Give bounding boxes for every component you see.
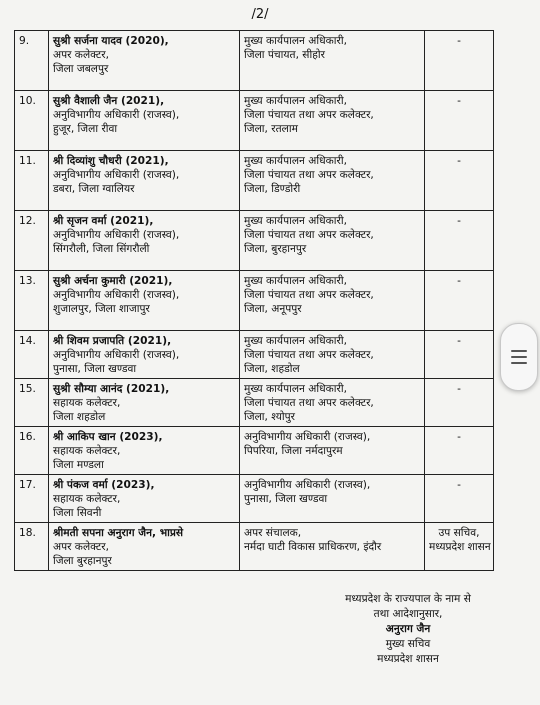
current-posting-line: हुजूर, जिला रीवा bbox=[53, 123, 118, 135]
new-posting-cell bbox=[240, 379, 425, 427]
current-posting-line: पुनासा, जिला खण्डवा bbox=[53, 363, 137, 375]
new-posting-line: जिला, रतलाम bbox=[244, 123, 298, 135]
new-posting-line: अनुविभागीय अधिकारी (राजस्व), bbox=[244, 431, 371, 443]
current-posting-line: सहायक कलेक्टर, bbox=[53, 397, 121, 409]
new-posting-cell bbox=[240, 151, 425, 211]
serial-number: 14. bbox=[15, 331, 49, 379]
new-posting-line: मुख्य कार्यपालन अधिकारी, bbox=[244, 95, 347, 107]
current-posting-line: सहायक कलेक्टर, bbox=[53, 445, 121, 457]
new-posting-cell bbox=[240, 271, 425, 331]
officer-cell bbox=[49, 151, 240, 211]
serial-number: 9. bbox=[15, 31, 49, 91]
remark-cell bbox=[425, 427, 494, 475]
page-number: /2/ bbox=[251, 7, 269, 22]
new-posting-line: जिला पंचायत तथा अपर कलेक्टर, bbox=[244, 109, 374, 121]
current-posting-line: जिला सिवनी bbox=[53, 507, 102, 519]
officer-name: सुश्री वैशाली जैन (2021), bbox=[53, 95, 165, 107]
signatory-name: अनुराग जैन bbox=[385, 623, 431, 635]
table-row bbox=[15, 271, 494, 331]
remark-line: - bbox=[457, 35, 461, 47]
serial-number: 18. bbox=[15, 523, 49, 571]
serial-number: 11. bbox=[15, 151, 49, 211]
signature-block bbox=[318, 592, 498, 667]
new-posting-line: मुख्य कार्यपालन अधिकारी, bbox=[244, 35, 347, 47]
new-posting-line: जिला, श्योपुर bbox=[244, 411, 296, 423]
remark-line: - bbox=[457, 431, 461, 443]
table-row bbox=[15, 91, 494, 151]
officer-cell bbox=[49, 523, 240, 571]
table-row bbox=[15, 211, 494, 271]
signatory-title: मुख्य सचिव bbox=[385, 638, 431, 650]
signatory-government: मध्यप्रदेश शासन bbox=[377, 653, 439, 665]
current-posting-line: जिला जबलपुर bbox=[53, 63, 109, 75]
new-posting-cell bbox=[240, 331, 425, 379]
new-posting-line: अनुविभागीय अधिकारी (राजस्व), bbox=[244, 479, 371, 491]
table-row bbox=[15, 427, 494, 475]
serial-number: 10. bbox=[15, 91, 49, 151]
new-posting-line: जिला पंचायत तथा अपर कलेक्टर, bbox=[244, 397, 374, 409]
officer-cell bbox=[49, 379, 240, 427]
current-posting-line: अपर कलेक्टर, bbox=[53, 541, 109, 553]
remark-line: - bbox=[457, 155, 461, 167]
current-posting-line: जिला बुरहानपुर bbox=[53, 555, 112, 567]
current-posting-line: जिला मण्डला bbox=[53, 459, 104, 471]
remark-cell bbox=[425, 151, 494, 211]
new-posting-line: जिला, डिण्डोरी bbox=[244, 183, 301, 195]
scroll-handle-grip-icon bbox=[511, 356, 527, 358]
current-posting-line: अनुविभागीय अधिकारी (राजस्व), bbox=[53, 169, 180, 181]
current-posting-line: सहायक कलेक्टर, bbox=[53, 493, 121, 505]
scroll-handle[interactable] bbox=[500, 323, 538, 391]
new-posting-line: जिला पंचायत तथा अपर कलेक्टर, bbox=[244, 229, 374, 241]
signature-line-1: मध्यप्रदेश के राज्यपाल के नाम से bbox=[345, 593, 471, 605]
serial-number: 17. bbox=[15, 475, 49, 523]
table-row bbox=[15, 331, 494, 379]
new-posting-line: जिला पंचायत, सीहोर bbox=[244, 49, 325, 61]
new-posting-line: पुनासा, जिला खण्डवा bbox=[244, 493, 328, 505]
officer-name: सुश्री सर्जना यादव (2020), bbox=[53, 35, 169, 47]
new-posting-cell bbox=[240, 523, 425, 571]
new-posting-line: जिला पंचायत तथा अपर कलेक्टर, bbox=[244, 349, 374, 361]
officer-name: श्री आकिप खान (2023), bbox=[53, 431, 163, 443]
remark-line: - bbox=[457, 275, 461, 287]
current-posting-line: अनुविभागीय अधिकारी (राजस्व), bbox=[53, 349, 180, 361]
new-posting-line: जिला, बुरहानपुर bbox=[244, 243, 307, 255]
new-posting-cell bbox=[240, 91, 425, 151]
officer-name: सुश्री सौम्या आनंद (2021), bbox=[53, 383, 170, 395]
remark-cell bbox=[425, 475, 494, 523]
remark-cell bbox=[425, 523, 494, 571]
remark-cell bbox=[425, 91, 494, 151]
officer-cell bbox=[49, 427, 240, 475]
officer-cell bbox=[49, 475, 240, 523]
new-posting-cell bbox=[240, 211, 425, 271]
transfer-table bbox=[14, 30, 494, 571]
new-posting-line: जिला पंचायत तथा अपर कलेक्टर, bbox=[244, 289, 374, 301]
new-posting-line: मुख्य कार्यपालन अधिकारी, bbox=[244, 155, 347, 167]
officer-cell bbox=[49, 271, 240, 331]
new-posting-line: जिला, अनूपपुर bbox=[244, 303, 302, 315]
current-posting-line: अनुविभागीय अधिकारी (राजस्व), bbox=[53, 109, 180, 121]
current-posting-line: जिला शहडोल bbox=[53, 411, 106, 423]
current-posting-line: डबरा, जिला ग्वालियर bbox=[53, 183, 135, 195]
new-posting-line: पिपरिया, जिला नर्मदापुरम bbox=[244, 445, 343, 457]
remark-line: - bbox=[457, 215, 461, 227]
table-row bbox=[15, 31, 494, 91]
remark-line: - bbox=[457, 383, 461, 395]
current-posting-line: अपर कलेक्टर, bbox=[53, 49, 109, 61]
officer-cell bbox=[49, 211, 240, 271]
scroll-handle-grip-icon bbox=[511, 350, 527, 352]
officer-name: श्री सृजन वर्मा (2021), bbox=[53, 215, 154, 227]
new-posting-line: अपर संचालक, bbox=[244, 527, 302, 539]
officer-cell bbox=[49, 91, 240, 151]
remark-line: मध्यप्रदेश शासन bbox=[429, 541, 491, 553]
new-posting-line: जिला, शहडोल bbox=[244, 363, 300, 375]
remark-cell bbox=[425, 211, 494, 271]
serial-number: 12. bbox=[15, 211, 49, 271]
new-posting-line: मुख्य कार्यपालन अधिकारी, bbox=[244, 383, 347, 395]
new-posting-line: जिला पंचायत तथा अपर कलेक्टर, bbox=[244, 169, 374, 181]
scroll-handle-grip-icon bbox=[511, 362, 527, 364]
officer-name: श्री दिव्यांशु चौधरी (2021), bbox=[53, 155, 169, 167]
table-row bbox=[15, 379, 494, 427]
new-posting-line: मुख्य कार्यपालन अधिकारी, bbox=[244, 335, 347, 347]
new-posting-line: मुख्य कार्यपालन अधिकारी, bbox=[244, 275, 347, 287]
transfer-table-body bbox=[15, 31, 494, 571]
new-posting-line: मुख्य कार्यपालन अधिकारी, bbox=[244, 215, 347, 227]
remark-line: - bbox=[457, 95, 461, 107]
current-posting-line: अनुविभागीय अधिकारी (राजस्व), bbox=[53, 289, 180, 301]
remark-cell bbox=[425, 331, 494, 379]
table-row bbox=[15, 523, 494, 571]
officer-cell bbox=[49, 31, 240, 91]
officer-name: श्री शिवम प्रजापति (2021), bbox=[53, 335, 172, 347]
serial-number: 15. bbox=[15, 379, 49, 427]
table-row bbox=[15, 151, 494, 211]
remark-line: - bbox=[457, 335, 461, 347]
table-row bbox=[15, 475, 494, 523]
signature-line-2: तथा आदेशानुसार, bbox=[373, 608, 443, 620]
current-posting-line: अनुविभागीय अधिकारी (राजस्व), bbox=[53, 229, 180, 241]
remark-cell bbox=[425, 31, 494, 91]
serial-number: 16. bbox=[15, 427, 49, 475]
remark-cell bbox=[425, 271, 494, 331]
new-posting-cell bbox=[240, 31, 425, 91]
remark-cell bbox=[425, 379, 494, 427]
current-posting-line: सिंगरौली, जिला सिंगरौली bbox=[53, 243, 150, 255]
current-posting-line: शुजालपुर, जिला शाजापुर bbox=[53, 303, 150, 315]
officer-cell bbox=[49, 331, 240, 379]
serial-number: 13. bbox=[15, 271, 49, 331]
officer-name: श्रीमती सपना अनुराग जैन, भाप्रसे bbox=[53, 527, 184, 539]
officer-name: श्री पंकज वर्मा (2023), bbox=[53, 479, 155, 491]
new-posting-cell bbox=[240, 427, 425, 475]
new-posting-cell bbox=[240, 475, 425, 523]
officer-name: सुश्री अर्चना कुमारी (2021), bbox=[53, 275, 173, 287]
remark-line: - bbox=[457, 479, 461, 491]
new-posting-line: नर्मदा घाटी विकास प्राधिकरण, इंदौर bbox=[244, 541, 382, 553]
remark-line: उप सचिव, bbox=[438, 527, 480, 539]
